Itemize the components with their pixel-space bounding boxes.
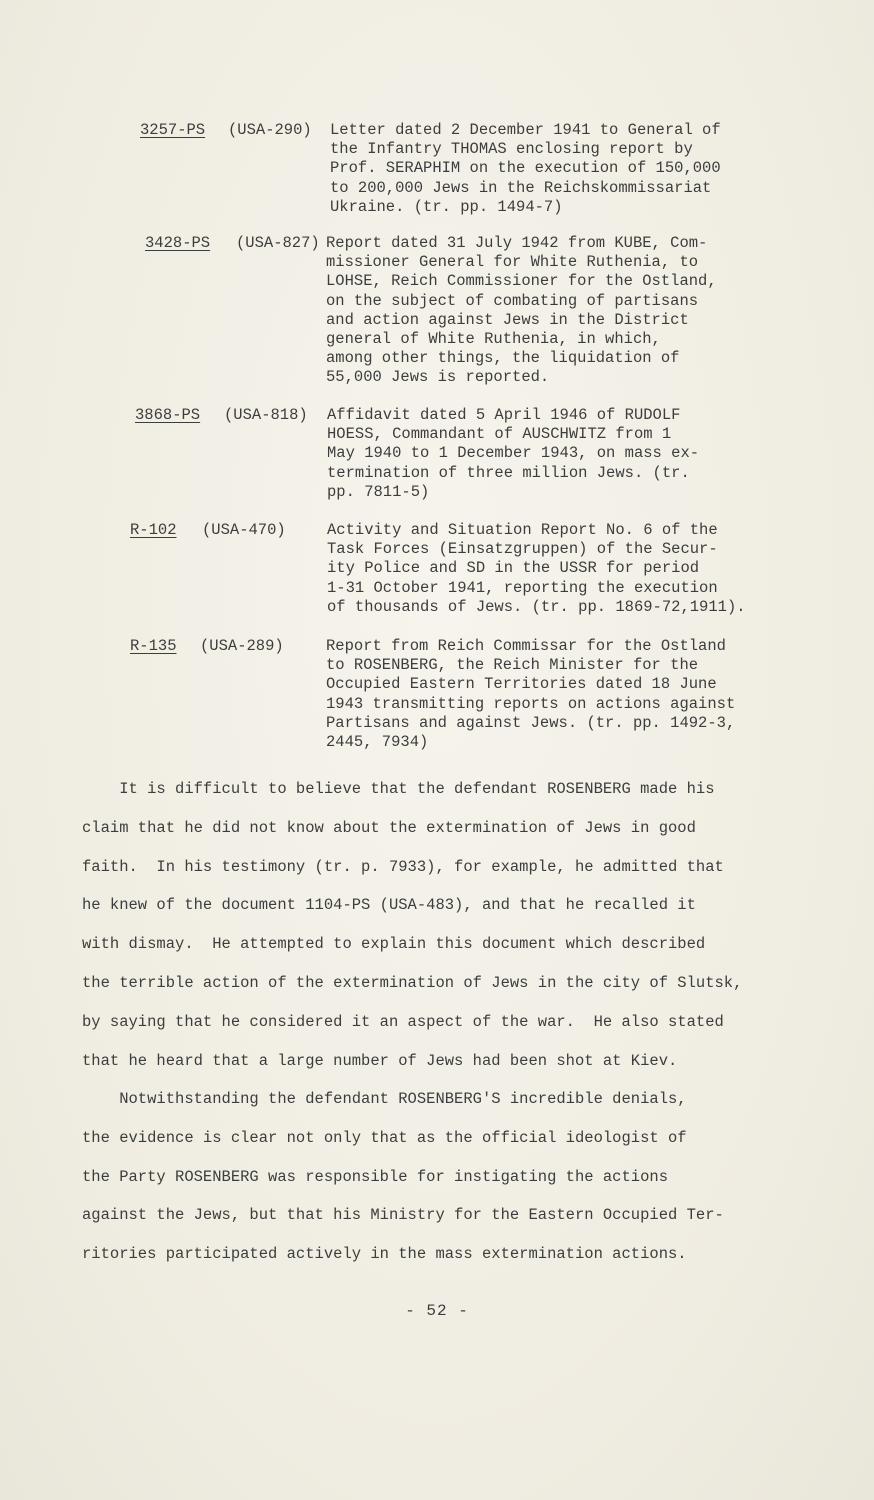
- description-line: HOESS, Commandant of AUSCHWITZ from 1: [327, 425, 672, 444]
- page-number: - 52 -: [405, 1302, 469, 1320]
- description-line: of thousands of Jews. (tr. pp. 1869-72,1911).: [327, 597, 746, 616]
- exhibit-number: (USA-827): [236, 234, 320, 252]
- body-paragraph: [82, 780, 782, 1090]
- description-line: Ukraine. (tr. pp. 1494-7): [330, 197, 563, 216]
- document-number: 3257-PS: [140, 121, 206, 139]
- description-line: among other things, the liquidation of: [326, 349, 680, 368]
- description-line: Affidavit dated 5 April 1946 of RUDOLF: [327, 406, 681, 424]
- description-line: 2445, 7934): [326, 733, 429, 752]
- paragraph-line: ritories participated actively in the mass extermination actions.: [82, 1245, 687, 1264]
- description-line: 55,000 Jews is reported.: [326, 368, 550, 387]
- exhibit-description: [330, 121, 770, 217]
- description-line: Activity and Situation Report No. 6 of the: [327, 521, 718, 539]
- paragraph-line: with dismay. He attempted to explain this document which described: [82, 935, 706, 954]
- paragraph-line: against the Jews, but that his Ministry for the Eastern Occupied Ter-: [82, 1206, 724, 1225]
- description-line: May 1940 to 1 December 1943, on mass ex-: [327, 444, 700, 463]
- description-line: Occupied Eastern Territories dated 18 June: [326, 675, 717, 694]
- description-line: missioner General for White Ruthenia, to: [326, 253, 699, 272]
- description-line: Prof. SERAPHIM on the execution of 150,000: [330, 159, 721, 178]
- description-line: Partisans and against Jews. (tr. pp. 1492-3,: [326, 713, 736, 732]
- description-line: LOHSE, Reich Commissioner for the Ostland,: [326, 272, 717, 291]
- exhibit-number: (USA-470): [202, 521, 286, 539]
- description-line: on the subject of combating of partisans: [326, 291, 699, 310]
- paragraph-line: by saying that he considered it an aspect of the war. He also stated: [82, 1012, 724, 1031]
- body-paragraph: [82, 1090, 782, 1284]
- paragraph-line: Notwithstanding the defendant ROSENBERG'S incredible denials,: [82, 1090, 687, 1108]
- exhibit-description: [327, 521, 767, 617]
- description-line: to 200,000 Jews in the Reichskommissariat: [330, 178, 712, 197]
- description-line: 1-31 October 1941, reporting the execution: [327, 578, 718, 597]
- exhibit-description: [326, 234, 766, 388]
- paragraph-line: the terrible action of the extermination of Jews in the city of Slutsk,: [82, 973, 743, 992]
- description-line: pp. 7811-5): [327, 482, 430, 501]
- document-number: R-135: [130, 637, 177, 655]
- description-line: ity Police and SD in the USSR for period: [327, 559, 700, 578]
- exhibit-description: [327, 406, 767, 502]
- paragraph-line: the Party ROSENBERG was responsible for instigating the actions: [82, 1167, 668, 1186]
- paragraph-line: claim that he did not know about the extermination of Jews in good: [82, 818, 696, 837]
- description-line: the Infantry THOMAS enclosing report by: [330, 140, 693, 159]
- paragraph-line: he knew of the document 1104-PS (USA-483), and that he recalled it: [82, 896, 696, 915]
- description-line: to ROSENBERG, the Reich Minister for the: [326, 656, 699, 675]
- exhibit-number: (USA-818): [224, 406, 308, 424]
- description-line: Report from Reich Commissar for the Ostland: [326, 637, 726, 655]
- document-number: 3868-PS: [135, 406, 201, 424]
- exhibit-number: (USA-290): [228, 121, 312, 139]
- paragraph-line: It is difficult to believe that the defendant ROSENBERG made his: [82, 780, 715, 798]
- paragraph-line: the evidence is clear not only that as the official ideologist of: [82, 1128, 687, 1147]
- description-line: Letter dated 2 December 1941 to General of: [330, 121, 721, 139]
- document-number: R-102: [130, 521, 177, 539]
- description-line: general of White Ruthenia, in which,: [326, 330, 661, 349]
- paragraph-line: that he heard that a large number of Jews had been shot at Kiev.: [82, 1051, 678, 1070]
- exhibit-description: [326, 637, 766, 752]
- exhibit-number: (USA-289): [200, 637, 284, 655]
- paragraph-line: faith. In his testimony (tr. p. 7933), for example, he admitted that: [82, 857, 724, 876]
- description-line: and action against Jews in the District: [326, 310, 689, 329]
- description-line: 1943 transmitting reports on actions against: [326, 694, 736, 713]
- document-number: 3428-PS: [145, 234, 211, 252]
- description-line: termination of three million Jews. (tr.: [327, 463, 690, 482]
- description-line: Report dated 31 July 1942 from KUBE, Com-: [326, 234, 708, 252]
- description-line: Task Forces (Einsatzgruppen) of the Secur-: [327, 540, 718, 559]
